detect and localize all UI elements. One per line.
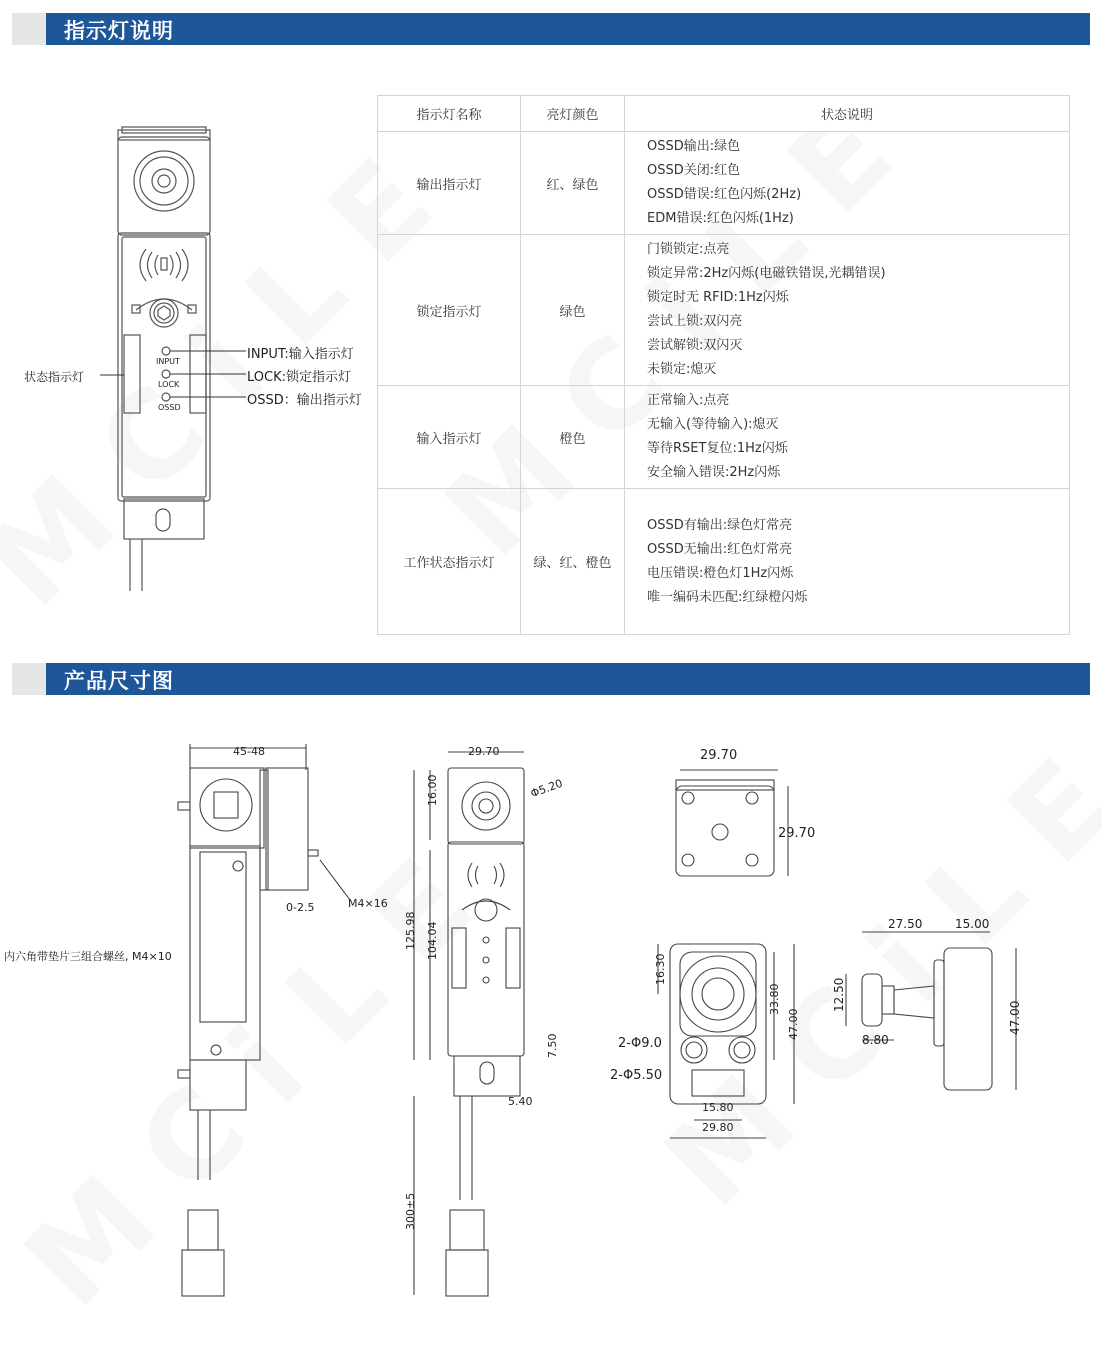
- indicator-table: [377, 95, 1070, 635]
- dim-side-note: 内六角带垫片三组合螺丝, M4×10: [4, 950, 172, 963]
- dim-act-338: 33.80: [768, 983, 781, 1015]
- led-label-lock: LOCK: [158, 380, 180, 389]
- actuator-front-drawing: [650, 930, 810, 1150]
- dim-sv-4700: 47.00: [1008, 1000, 1022, 1035]
- dim-top-w: 29.70: [700, 748, 738, 763]
- table-header-row: [378, 96, 1070, 132]
- input-indicator-label: INPUT:输入指示灯: [247, 347, 354, 362]
- dim-front-slot-w: 5.40: [508, 1095, 533, 1108]
- state-item: 锁定异常:2Hz闪烁(电磁铁错误,光耦错误): [647, 266, 886, 281]
- section-title: 指示灯说明: [64, 19, 174, 43]
- dim-act-16: 16.30: [654, 953, 667, 985]
- state-item: OSSD错误:红色闪烁(2Hz): [647, 187, 802, 202]
- dim-act-1580: 15.80: [702, 1101, 734, 1114]
- side-view-drawing: [160, 740, 360, 1300]
- dim-side-screw: M4×16: [348, 897, 388, 910]
- ossd-indicator-label: OSSD：输出指示灯: [247, 393, 362, 408]
- state-item: 安全输入错误:2Hz闪烁: [647, 465, 781, 480]
- led-label-input: INPUT: [156, 357, 180, 366]
- dim-front-h1: 125.98: [404, 911, 417, 950]
- table-row: [378, 235, 1070, 386]
- header-name: 指示灯名称: [378, 96, 521, 132]
- dim-front-top: 16.00: [426, 774, 439, 806]
- state-item: OSSD关闭:红色: [647, 163, 741, 178]
- table-row: [378, 132, 1070, 235]
- led-label-ossd: OSSD: [158, 403, 181, 412]
- state-item: EDM错误:红色闪烁(1Hz): [647, 211, 794, 226]
- state-item: OSSD有输出:绿色灯常亮: [647, 517, 793, 533]
- state-item: 无输入(等待输入):熄灭: [647, 417, 779, 432]
- dim-front-hole: Φ5.20: [528, 776, 565, 801]
- status-indicator-label: 状态指示灯: [24, 370, 85, 384]
- dim-side-width: 45-48: [233, 745, 265, 758]
- indicator-color: 橙色: [521, 386, 625, 489]
- section-header-indicator: [12, 13, 1090, 45]
- indicator-name: 输入指示灯: [378, 386, 521, 489]
- header-color: 亮灯颜色: [521, 96, 625, 132]
- state-item: 电压错误:橙色灯1Hz闪烁: [647, 565, 794, 581]
- state-item: 等待RSET复位:1Hz闪烁: [647, 441, 788, 456]
- dim-front-width: 29.70: [468, 745, 500, 758]
- indicator-name: 锁定指示灯: [378, 235, 521, 386]
- state-item: 尝试解锁:双闪灭: [647, 338, 743, 353]
- top-view-drawing: [670, 760, 800, 890]
- dim-act-hole2: 2-Φ5.50: [610, 1068, 663, 1083]
- lock-indicator-label: LOCK:锁定指示灯: [247, 370, 351, 385]
- state-item: 门锁锁定:点亮: [647, 242, 730, 257]
- dim-cable: 300±5: [404, 1192, 417, 1230]
- dim-act-hole1: 2-Φ9.0: [618, 1036, 662, 1051]
- indicator-states: [625, 235, 1070, 386]
- table-row: [378, 489, 1070, 635]
- section-title: 产品尺寸图: [64, 669, 174, 693]
- header-status: 状态说明: [625, 96, 1070, 132]
- front-view-drawing: [400, 740, 580, 1300]
- indicator-states: [625, 489, 1070, 635]
- indicator-color: 绿、红、橙色: [521, 489, 625, 635]
- dim-act-47: 47.00: [787, 1008, 800, 1040]
- table-row: [378, 386, 1070, 489]
- dim-top-h: 29.70: [778, 826, 816, 841]
- dim-sv-2750: 27.50: [888, 917, 923, 931]
- state-item: 尝试上锁:双闪亮: [647, 314, 743, 329]
- state-item: 正常输入:点亮: [647, 393, 730, 408]
- dim-front-h2: 104.04: [426, 921, 439, 960]
- section-header-dimensions: [12, 663, 1090, 695]
- indicator-color: 绿色: [521, 235, 625, 386]
- indicator-states: [625, 132, 1070, 235]
- dim-sv-1250: 12.50: [832, 977, 846, 1012]
- state-item: OSSD输出:绿色: [647, 139, 741, 154]
- dim-sv-1500: 15.00: [955, 917, 990, 931]
- state-item: 唯一编码未匹配:红绿橙闪烁: [647, 589, 808, 605]
- indicator-name: 工作状态指示灯: [378, 489, 521, 635]
- indicator-states: [625, 386, 1070, 489]
- dim-act-2980: 29.80: [702, 1121, 734, 1134]
- indicator-name: 输出指示灯: [378, 132, 521, 235]
- dim-side-gap: 0-2.5: [286, 901, 315, 914]
- state-item: 未锁定:熄灭: [647, 362, 717, 377]
- dim-sv-880: 8.80: [862, 1033, 889, 1047]
- state-item: OSSD无输出:红色灯常亮: [647, 541, 793, 557]
- dim-front-slot-h: 7.50: [546, 1033, 559, 1058]
- state-item: 锁定时无 RFID:1Hz闪烁: [647, 290, 789, 305]
- indicator-color: 红、绿色: [521, 132, 625, 235]
